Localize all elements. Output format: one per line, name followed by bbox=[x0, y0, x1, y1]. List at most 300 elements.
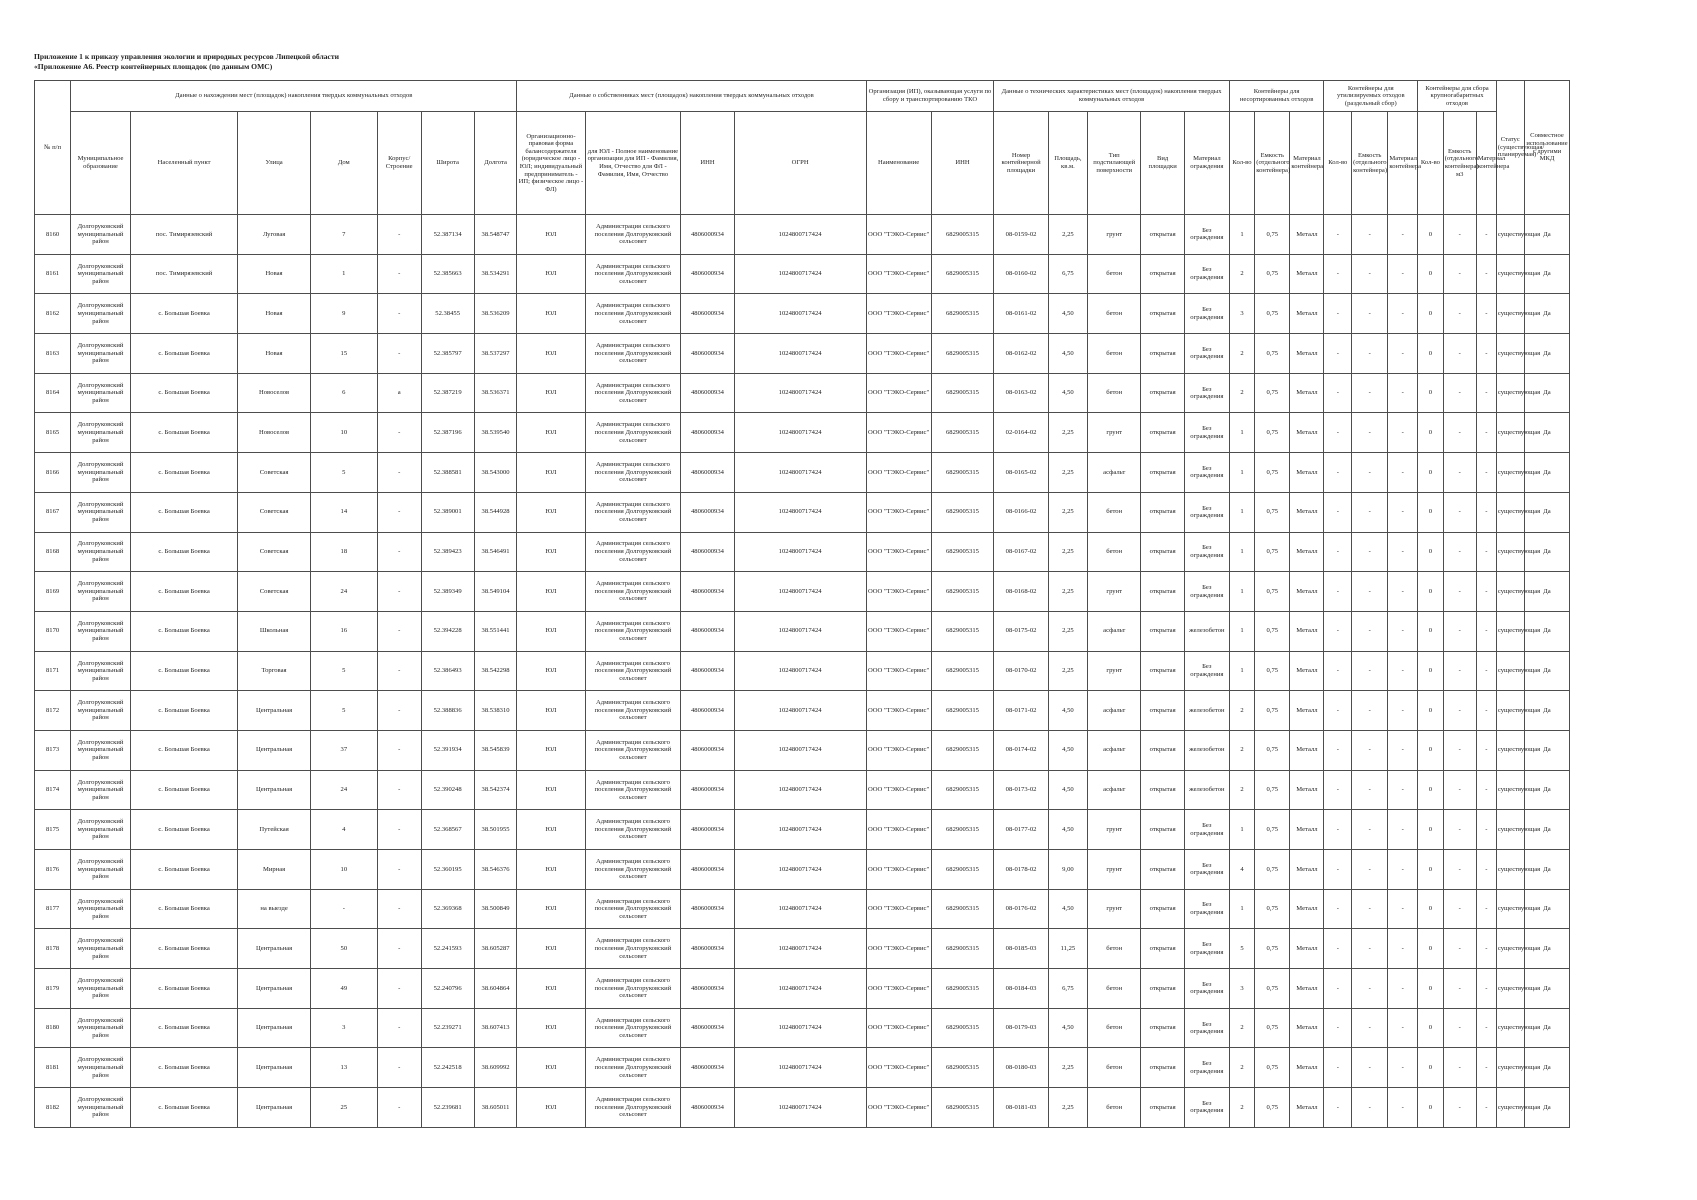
table-row bbox=[35, 334, 1610, 374]
municipality-cell: Долгоруковский муниципальный район bbox=[71, 1008, 131, 1048]
street-cell: Центральная bbox=[238, 691, 310, 731]
group-location: Данные о нахождении мест (площадок) накопления твердых коммунальных отходов bbox=[71, 81, 517, 112]
latitude-cell: 52.239271 bbox=[421, 1008, 474, 1048]
area-cell: 2,25 bbox=[1048, 651, 1087, 691]
table-row bbox=[35, 254, 1610, 294]
site-type-cell: открытая bbox=[1141, 810, 1185, 850]
material-3-cell: - bbox=[1476, 810, 1496, 850]
col-material-3: Материал контейнера bbox=[1476, 112, 1496, 215]
volume-2-cell: - bbox=[1352, 691, 1388, 731]
material-3-cell: - bbox=[1476, 413, 1496, 453]
volume-cell: 0,75 bbox=[1255, 889, 1290, 929]
qty-cell: 2 bbox=[1229, 1088, 1255, 1128]
site-type-cell: открытая bbox=[1141, 532, 1185, 572]
table-row bbox=[35, 532, 1610, 572]
volume-2-cell: - bbox=[1352, 1048, 1388, 1088]
fence-cell: Без ограждения bbox=[1184, 572, 1229, 612]
qty-3-cell: 0 bbox=[1418, 1048, 1444, 1088]
material-cell: Металл bbox=[1290, 373, 1324, 413]
site-number-cell: 08-0175-02 bbox=[994, 611, 1048, 651]
municipality-cell: Долгоруковский муниципальный район bbox=[71, 651, 131, 691]
area-cell: 4,50 bbox=[1048, 810, 1087, 850]
operator-inn-cell: 6829005315 bbox=[931, 889, 994, 929]
operator-inn-cell: 6829005315 bbox=[931, 532, 994, 572]
operator-name-cell: ООО "ТЭКО-Сервис" bbox=[866, 730, 931, 770]
owner-name-cell: Администрация сельского поселения Долгоруковский сельсовет bbox=[585, 770, 681, 810]
inn-cell: 4806000934 bbox=[681, 1088, 734, 1128]
settlement-cell: с. Большая Боевка bbox=[130, 651, 238, 691]
site-number-cell: 08-0176-02 bbox=[994, 889, 1048, 929]
status-cell: существующая bbox=[1496, 254, 1524, 294]
material-cell: Металл bbox=[1290, 1048, 1324, 1088]
col-qty-2: Кол-во bbox=[1324, 112, 1352, 215]
building-cell: - bbox=[377, 969, 421, 1009]
latitude-cell: 52.389423 bbox=[421, 532, 474, 572]
fence-cell: Без ограждения bbox=[1184, 254, 1229, 294]
material-cell: Металл bbox=[1290, 492, 1324, 532]
street-cell: Путейская bbox=[238, 810, 310, 850]
fence-cell: Без ограждения bbox=[1184, 492, 1229, 532]
owner-name-cell: Администрация сельского поселения Долгоруковский сельсовет bbox=[585, 1088, 681, 1128]
qty-2-cell: - bbox=[1324, 373, 1352, 413]
settlement-cell: с. Большая Боевка bbox=[130, 611, 238, 651]
status-cell: существующая bbox=[1496, 492, 1524, 532]
material-2-cell: - bbox=[1388, 730, 1418, 770]
surface-cell: бетон bbox=[1088, 492, 1141, 532]
col-site-type: Вид площадки bbox=[1141, 112, 1185, 215]
shared-cell: Да bbox=[1524, 1088, 1570, 1128]
qty-cell: 3 bbox=[1229, 294, 1255, 334]
ogrn-cell: 1024800717424 bbox=[734, 969, 866, 1009]
volume-cell: 0,75 bbox=[1255, 770, 1290, 810]
area-cell: 2,25 bbox=[1048, 492, 1087, 532]
inn-cell: 4806000934 bbox=[681, 1048, 734, 1088]
area-cell: 4,50 bbox=[1048, 691, 1087, 731]
site-number-cell: 08-0166-02 bbox=[994, 492, 1048, 532]
qty-3-cell: 0 bbox=[1418, 691, 1444, 731]
street-cell: Центральная bbox=[238, 1088, 310, 1128]
house-cell: 49 bbox=[310, 969, 377, 1009]
building-cell: - bbox=[377, 215, 421, 255]
table-row bbox=[35, 929, 1610, 969]
material-2-cell: - bbox=[1388, 1048, 1418, 1088]
group-bulky: Контейнеры для сбора крупногабаритных отходов bbox=[1418, 81, 1497, 112]
area-cell: 2,25 bbox=[1048, 611, 1087, 651]
street-cell: Центральная bbox=[238, 1048, 310, 1088]
site-number-cell: 08-0160-02 bbox=[994, 254, 1048, 294]
latitude-cell: 52.387219 bbox=[421, 373, 474, 413]
material-2-cell: - bbox=[1388, 254, 1418, 294]
operator-name-cell: ООО "ТЭКО-Сервис" bbox=[866, 1008, 931, 1048]
shared-cell: Да bbox=[1524, 215, 1570, 255]
qty-3-cell: 0 bbox=[1418, 572, 1444, 612]
col-settlement: Населенный пункт bbox=[130, 112, 238, 215]
ogrn-cell: 1024800717424 bbox=[734, 294, 866, 334]
site-type-cell: открытая bbox=[1141, 373, 1185, 413]
row-number: 8172 bbox=[35, 691, 71, 731]
fence-cell: Без ограждения bbox=[1184, 889, 1229, 929]
qty-2-cell: - bbox=[1324, 730, 1352, 770]
legal-form-cell: ЮЛ bbox=[517, 1048, 585, 1088]
site-number-cell: 08-0173-02 bbox=[994, 770, 1048, 810]
operator-inn-cell: 6829005315 bbox=[931, 373, 994, 413]
inn-cell: 4806000934 bbox=[681, 730, 734, 770]
surface-cell: грунт bbox=[1088, 810, 1141, 850]
legal-form-cell: ЮЛ bbox=[517, 413, 585, 453]
material-2-cell: - bbox=[1388, 334, 1418, 374]
table-row bbox=[35, 611, 1610, 651]
owner-name-cell: Администрация сельского поселения Долгоруковский сельсовет bbox=[585, 294, 681, 334]
fence-cell: железобетон bbox=[1184, 770, 1229, 810]
longitude-cell: 38.546491 bbox=[474, 532, 517, 572]
shared-cell: Да bbox=[1524, 850, 1570, 890]
volume-cell: 0,75 bbox=[1255, 373, 1290, 413]
owner-name-cell: Администрация сельского поселения Долгоруковский сельсовет bbox=[585, 611, 681, 651]
volume-2-cell: - bbox=[1352, 889, 1388, 929]
settlement-cell: с. Большая Боевка bbox=[130, 730, 238, 770]
qty-cell: 1 bbox=[1229, 215, 1255, 255]
surface-cell: бетон bbox=[1088, 254, 1141, 294]
table-row bbox=[35, 453, 1610, 493]
fence-cell: Без ограждения bbox=[1184, 294, 1229, 334]
settlement-cell: с. Большая Боевка bbox=[130, 492, 238, 532]
status-cell: существующая bbox=[1496, 730, 1524, 770]
operator-name-cell: ООО "ТЭКО-Сервис" bbox=[866, 810, 931, 850]
building-cell: - bbox=[377, 1088, 421, 1128]
material-2-cell: - bbox=[1388, 889, 1418, 929]
latitude-cell: 52.239681 bbox=[421, 1088, 474, 1128]
table-row bbox=[35, 969, 1610, 1009]
material-3-cell: - bbox=[1476, 850, 1496, 890]
status-cell: существующая bbox=[1496, 929, 1524, 969]
qty-cell: 2 bbox=[1229, 373, 1255, 413]
status-cell: существующая bbox=[1496, 334, 1524, 374]
qty-2-cell: - bbox=[1324, 334, 1352, 374]
material-2-cell: - bbox=[1388, 929, 1418, 969]
municipality-cell: Долгоруковский муниципальный район bbox=[71, 611, 131, 651]
house-cell: 37 bbox=[310, 730, 377, 770]
table-body bbox=[35, 215, 1610, 1128]
site-number-cell: 08-0177-02 bbox=[994, 810, 1048, 850]
fence-cell: Без ограждения bbox=[1184, 215, 1229, 255]
site-type-cell: открытая bbox=[1141, 334, 1185, 374]
ogrn-cell: 1024800717424 bbox=[734, 453, 866, 493]
site-type-cell: открытая bbox=[1141, 572, 1185, 612]
material-cell: Металл bbox=[1290, 1008, 1324, 1048]
material-2-cell: - bbox=[1388, 413, 1418, 453]
material-2-cell: - bbox=[1388, 532, 1418, 572]
legal-form-cell: ЮЛ bbox=[517, 1008, 585, 1048]
building-cell: - bbox=[377, 572, 421, 612]
longitude-cell: 38.536209 bbox=[474, 294, 517, 334]
volume-3-cell: - bbox=[1443, 572, 1476, 612]
material-2-cell: - bbox=[1388, 294, 1418, 334]
site-type-cell: открытая bbox=[1141, 651, 1185, 691]
shared-cell: Да bbox=[1524, 254, 1570, 294]
latitude-cell: 52.391934 bbox=[421, 730, 474, 770]
area-cell: 11,25 bbox=[1048, 929, 1087, 969]
material-cell: Металл bbox=[1290, 1088, 1324, 1128]
settlement-cell: с. Большая Боевка bbox=[130, 889, 238, 929]
operator-inn-cell: 6829005315 bbox=[931, 1048, 994, 1088]
material-3-cell: - bbox=[1476, 611, 1496, 651]
volume-2-cell: - bbox=[1352, 215, 1388, 255]
table-row bbox=[35, 1088, 1610, 1128]
latitude-cell: 52.385797 bbox=[421, 334, 474, 374]
longitude-cell: 38.605011 bbox=[474, 1088, 517, 1128]
site-number-cell: 02-0164-02 bbox=[994, 413, 1048, 453]
volume-3-cell: - bbox=[1443, 969, 1476, 1009]
surface-cell: бетон bbox=[1088, 1088, 1141, 1128]
volume-2-cell: - bbox=[1352, 929, 1388, 969]
operator-name-cell: ООО "ТЭКО-Сервис" bbox=[866, 215, 931, 255]
volume-cell: 0,75 bbox=[1255, 215, 1290, 255]
volume-3-cell: - bbox=[1443, 215, 1476, 255]
site-type-cell: открытая bbox=[1141, 1088, 1185, 1128]
longitude-cell: 38.548747 bbox=[474, 215, 517, 255]
municipality-cell: Долгоруковский муниципальный район bbox=[71, 334, 131, 374]
legal-form-cell: ЮЛ bbox=[517, 810, 585, 850]
municipality-cell: Долгоруковский муниципальный район bbox=[71, 810, 131, 850]
col-surface: Тип подстилающей поверхности bbox=[1088, 112, 1141, 215]
surface-cell: бетон bbox=[1088, 929, 1141, 969]
legal-form-cell: ЮЛ bbox=[517, 691, 585, 731]
material-2-cell: - bbox=[1388, 453, 1418, 493]
material-3-cell: - bbox=[1476, 215, 1496, 255]
volume-cell: 0,75 bbox=[1255, 969, 1290, 1009]
volume-3-cell: - bbox=[1443, 373, 1476, 413]
volume-cell: 0,75 bbox=[1255, 254, 1290, 294]
area-cell: 4,50 bbox=[1048, 889, 1087, 929]
longitude-cell: 38.609992 bbox=[474, 1048, 517, 1088]
material-cell: Металл bbox=[1290, 215, 1324, 255]
status-cell: существующая bbox=[1496, 1088, 1524, 1128]
operator-inn-cell: 6829005315 bbox=[931, 770, 994, 810]
longitude-cell: 38.542374 bbox=[474, 770, 517, 810]
material-2-cell: - bbox=[1388, 691, 1418, 731]
house-cell: 16 bbox=[310, 611, 377, 651]
material-cell: Металл bbox=[1290, 730, 1324, 770]
col-shared: Совместное использование с другими МКД bbox=[1524, 81, 1570, 215]
material-cell: Металл bbox=[1290, 929, 1324, 969]
material-3-cell: - bbox=[1476, 1008, 1496, 1048]
legal-form-cell: ЮЛ bbox=[517, 294, 585, 334]
street-cell: Центральная bbox=[238, 730, 310, 770]
municipality-cell: Долгоруковский муниципальный район bbox=[71, 373, 131, 413]
settlement-cell: с. Большая Боевка bbox=[130, 294, 238, 334]
settlement-cell: с. Большая Боевка bbox=[130, 334, 238, 374]
street-cell: на выезде bbox=[238, 889, 310, 929]
longitude-cell: 38.543000 bbox=[474, 453, 517, 493]
operator-name-cell: ООО "ТЭКО-Сервис" bbox=[866, 770, 931, 810]
fence-cell: Без ограждения bbox=[1184, 850, 1229, 890]
site-number-cell: 08-0161-02 bbox=[994, 294, 1048, 334]
latitude-cell: 52.360195 bbox=[421, 850, 474, 890]
volume-2-cell: - bbox=[1352, 373, 1388, 413]
site-number-cell: 08-0174-02 bbox=[994, 730, 1048, 770]
owner-name-cell: Администрация сельского поселения Долгоруковский сельсовет bbox=[585, 254, 681, 294]
surface-cell: бетон bbox=[1088, 373, 1141, 413]
col-area: Площадь, кв.м. bbox=[1048, 112, 1087, 215]
site-type-cell: открытая bbox=[1141, 413, 1185, 453]
site-type-cell: открытая bbox=[1141, 730, 1185, 770]
qty-3-cell: 0 bbox=[1418, 850, 1444, 890]
building-cell: - bbox=[377, 730, 421, 770]
group-unsorted: Контейнеры для несортированных отходов bbox=[1229, 81, 1324, 112]
shared-cell: Да bbox=[1524, 413, 1570, 453]
inn-cell: 4806000934 bbox=[681, 850, 734, 890]
settlement-cell: с. Большая Боевка bbox=[130, 1088, 238, 1128]
ogrn-cell: 1024800717424 bbox=[734, 611, 866, 651]
volume-cell: 0,75 bbox=[1255, 294, 1290, 334]
surface-cell: грунт bbox=[1088, 850, 1141, 890]
operator-inn-cell: 6829005315 bbox=[931, 254, 994, 294]
operator-inn-cell: 6829005315 bbox=[931, 850, 994, 890]
volume-2-cell: - bbox=[1352, 770, 1388, 810]
site-number-cell: 08-0159-02 bbox=[994, 215, 1048, 255]
operator-inn-cell: 6829005315 bbox=[931, 453, 994, 493]
volume-cell: 0,75 bbox=[1255, 1088, 1290, 1128]
row-number: 8179 bbox=[35, 969, 71, 1009]
volume-2-cell: - bbox=[1352, 572, 1388, 612]
settlement-cell: с. Большая Боевка bbox=[130, 850, 238, 890]
building-cell: - bbox=[377, 413, 421, 453]
row-number: 8182 bbox=[35, 1088, 71, 1128]
street-cell: Торговая bbox=[238, 651, 310, 691]
operator-inn-cell: 6829005315 bbox=[931, 215, 994, 255]
qty-3-cell: 0 bbox=[1418, 651, 1444, 691]
qty-3-cell: 0 bbox=[1418, 334, 1444, 374]
volume-3-cell: - bbox=[1443, 929, 1476, 969]
fence-cell: Без ограждения bbox=[1184, 413, 1229, 453]
inn-cell: 4806000934 bbox=[681, 413, 734, 453]
inn-cell: 4806000934 bbox=[681, 1008, 734, 1048]
area-cell: 2,25 bbox=[1048, 532, 1087, 572]
material-3-cell: - bbox=[1476, 929, 1496, 969]
building-cell: - bbox=[377, 1008, 421, 1048]
site-type-cell: открытая bbox=[1141, 850, 1185, 890]
material-3-cell: - bbox=[1476, 1088, 1496, 1128]
site-type-cell: открытая bbox=[1141, 929, 1185, 969]
building-cell: - bbox=[377, 453, 421, 493]
row-number: 8181 bbox=[35, 1048, 71, 1088]
municipality-cell: Долгоруковский муниципальный район bbox=[71, 929, 131, 969]
municipality-cell: Долгоруковский муниципальный район bbox=[71, 215, 131, 255]
street-cell: Центральная bbox=[238, 1008, 310, 1048]
operator-name-cell: ООО "ТЭКО-Сервис" bbox=[866, 453, 931, 493]
street-cell: Центральная bbox=[238, 770, 310, 810]
site-number-cell: 08-0179-03 bbox=[994, 1008, 1048, 1048]
operator-name-cell: ООО "ТЭКО-Сервис" bbox=[866, 929, 931, 969]
street-cell: Советская bbox=[238, 453, 310, 493]
building-cell: - bbox=[377, 770, 421, 810]
owner-name-cell: Администрация сельского поселения Долгоруковский сельсовет bbox=[585, 730, 681, 770]
status-cell: существующая bbox=[1496, 532, 1524, 572]
ogrn-cell: 1024800717424 bbox=[734, 373, 866, 413]
building-cell: - bbox=[377, 929, 421, 969]
street-cell: Школьная bbox=[238, 611, 310, 651]
latitude-cell: 52.368567 bbox=[421, 810, 474, 850]
row-number: 8162 bbox=[35, 294, 71, 334]
inn-cell: 4806000934 bbox=[681, 969, 734, 1009]
operator-name-cell: ООО "ТЭКО-Сервис" bbox=[866, 373, 931, 413]
fence-cell: железобетон bbox=[1184, 611, 1229, 651]
owner-name-cell: Администрация сельского поселения Долгоруковский сельсовет bbox=[585, 373, 681, 413]
header-line-1: Приложение 1 к приказу управления экологии и природных ресурсов Липецкой области bbox=[34, 52, 340, 61]
volume-3-cell: - bbox=[1443, 730, 1476, 770]
status-cell: существующая bbox=[1496, 453, 1524, 493]
volume-3-cell: - bbox=[1443, 770, 1476, 810]
longitude-cell: 38.501955 bbox=[474, 810, 517, 850]
status-cell: существующая bbox=[1496, 651, 1524, 691]
material-2-cell: - bbox=[1388, 1008, 1418, 1048]
qty-2-cell: - bbox=[1324, 1008, 1352, 1048]
operator-name-cell: ООО "ТЭКО-Сервис" bbox=[866, 969, 931, 1009]
qty-cell: 1 bbox=[1229, 532, 1255, 572]
qty-3-cell: 0 bbox=[1418, 889, 1444, 929]
col-legal-form: Организационно-правовая форма балансодержателя (юридическое лицо - ЮЛ; индивидуальный предприниматель - ИП; физическое лицо - ФЛ) bbox=[517, 112, 585, 215]
fence-cell: Без ограждения bbox=[1184, 1088, 1229, 1128]
document-header bbox=[34, 52, 339, 72]
shared-cell: Да bbox=[1524, 611, 1570, 651]
longitude-cell: 38.549104 bbox=[474, 572, 517, 612]
volume-2-cell: - bbox=[1352, 1008, 1388, 1048]
inn-cell: 4806000934 bbox=[681, 532, 734, 572]
material-2-cell: - bbox=[1388, 770, 1418, 810]
shared-cell: Да bbox=[1524, 373, 1570, 413]
row-number: 8174 bbox=[35, 770, 71, 810]
table-row bbox=[35, 691, 1610, 731]
status-cell: существующая bbox=[1496, 889, 1524, 929]
col-owner-name: для ЮЛ - Полное наименование организации для ИП - Фамилия, Имя, Отчество для ФЛ - Фамилия, Имя, Отчество bbox=[585, 112, 681, 215]
qty-cell: 1 bbox=[1229, 453, 1255, 493]
qty-cell: 2 bbox=[1229, 334, 1255, 374]
material-3-cell: - bbox=[1476, 334, 1496, 374]
operator-name-cell: ООО "ТЭКО-Сервис" bbox=[866, 611, 931, 651]
longitude-cell: 38.537297 bbox=[474, 334, 517, 374]
qty-cell: 1 bbox=[1229, 413, 1255, 453]
material-3-cell: - bbox=[1476, 889, 1496, 929]
qty-2-cell: - bbox=[1324, 651, 1352, 691]
col-street: Улица bbox=[238, 112, 310, 215]
longitude-cell: 38.534291 bbox=[474, 254, 517, 294]
volume-cell: 0,75 bbox=[1255, 651, 1290, 691]
site-number-cell: 08-0170-02 bbox=[994, 651, 1048, 691]
col-num: № п/п bbox=[35, 81, 71, 215]
latitude-cell: 52.242518 bbox=[421, 1048, 474, 1088]
municipality-cell: Долгоруковский муниципальный район bbox=[71, 453, 131, 493]
settlement-cell: с. Большая Боевка bbox=[130, 691, 238, 731]
status-cell: существующая bbox=[1496, 413, 1524, 453]
legal-form-cell: ЮЛ bbox=[517, 850, 585, 890]
site-type-cell: открытая bbox=[1141, 889, 1185, 929]
volume-3-cell: - bbox=[1443, 810, 1476, 850]
ogrn-cell: 1024800717424 bbox=[734, 850, 866, 890]
qty-cell: 2 bbox=[1229, 691, 1255, 731]
volume-3-cell: - bbox=[1443, 294, 1476, 334]
municipality-cell: Долгоруковский муниципальный район bbox=[71, 770, 131, 810]
settlement-cell: с. Большая Боевка bbox=[130, 453, 238, 493]
latitude-cell: 52.241593 bbox=[421, 929, 474, 969]
municipality-cell: Долгоруковский муниципальный район bbox=[71, 532, 131, 572]
material-2-cell: - bbox=[1388, 492, 1418, 532]
row-number: 8160 bbox=[35, 215, 71, 255]
material-2-cell: - bbox=[1388, 651, 1418, 691]
material-2-cell: - bbox=[1388, 215, 1418, 255]
site-type-cell: открытая bbox=[1141, 254, 1185, 294]
owner-name-cell: Администрация сельского поселения Долгоруковский сельсовет bbox=[585, 1048, 681, 1088]
operator-name-cell: ООО "ТЭКО-Сервис" bbox=[866, 889, 931, 929]
